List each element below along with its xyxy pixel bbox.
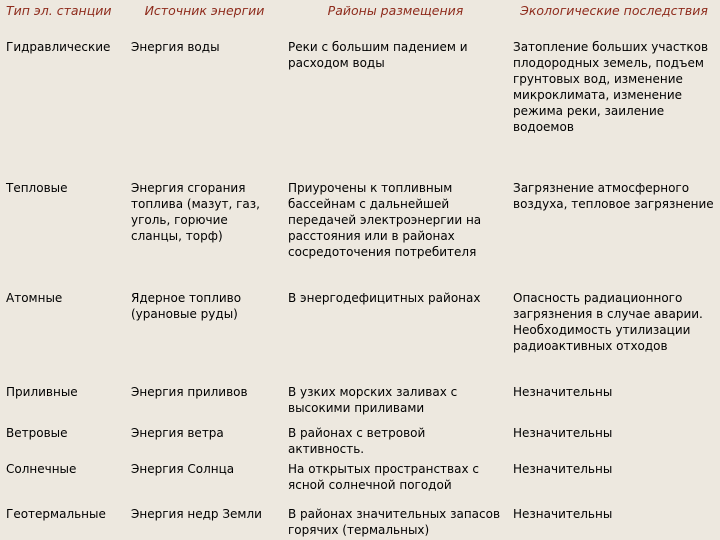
table-header-row (0, 0, 720, 37)
cell-consequences: Загрязнение атмосферного воздуха, тепловое загрязнение (513, 181, 714, 211)
cell-consequences: Незначительны (513, 385, 613, 399)
table-row (0, 178, 720, 288)
cell-consequences: Незначительны (513, 426, 613, 440)
cell-location: В районах с ветровой активность. (288, 426, 426, 456)
cell-location: На открытых пространствах с ясной солнечной погодой (288, 462, 479, 492)
cell-energy-source: Ядерное топливо (урановые руды) (131, 291, 242, 321)
cell-consequences: Опасность радиационного загрязнения в случае аварии. Необходимость утилизации радиоактивных отходов (513, 291, 703, 353)
table-row (0, 423, 720, 459)
cell-energy-source: Энергия Солнца (131, 462, 235, 476)
header-energy-source: Источник энергии (144, 3, 265, 18)
cell-energy-source: Энергия недр Земли (131, 507, 262, 521)
cell-energy-source: Энергия воды (131, 40, 220, 54)
cell-energy-source: Энергия сгорания топлива (мазут, газ, уголь, горючие сланцы, торф) (131, 181, 260, 243)
header-station-type: Тип эл. станции (6, 3, 112, 18)
table-row (0, 288, 720, 382)
cell-energy-source: Энергия приливов (131, 385, 248, 399)
cell-location: В узких морских заливах с высокими приливами (288, 385, 458, 415)
cell-location: В энергодефицитных районах (288, 291, 481, 305)
table-row (0, 504, 720, 540)
table-row (0, 382, 720, 423)
cell-consequences: Затопление больших участков плодородных земель, подъем грунтовых вод, изменение микроклимата, изменение режима реки, заиление водоемов (513, 40, 709, 134)
header-ecological-consequences: Экологические последствия (520, 3, 708, 18)
cell-location: Реки с большим падением и расходом воды (288, 40, 468, 70)
cell-station-type: Гидравлические (6, 40, 111, 54)
table-row (0, 37, 720, 178)
cell-consequences: Незначительны (513, 507, 613, 521)
cell-consequences: Незначительны (513, 462, 613, 476)
cell-station-type: Ветровые (6, 426, 68, 440)
cell-station-type: Солнечные (6, 462, 77, 476)
cell-location: В районах значительных запасов горячих (термальных) (288, 507, 501, 537)
cell-station-type: Тепловые (6, 181, 68, 195)
cell-station-type: Геотермальные (6, 507, 106, 521)
cell-station-type: Приливные (6, 385, 78, 399)
cell-location: Приурочены к топливным бассейнам с дальнейшей передачей электроэнергии на расстояния или в районах сосредоточения потребителя (288, 181, 482, 259)
header-location: Районы размещения (327, 3, 464, 18)
table-row (0, 459, 720, 504)
cell-station-type: Атомные (6, 291, 63, 305)
cell-energy-source: Энергия ветра (131, 426, 224, 440)
